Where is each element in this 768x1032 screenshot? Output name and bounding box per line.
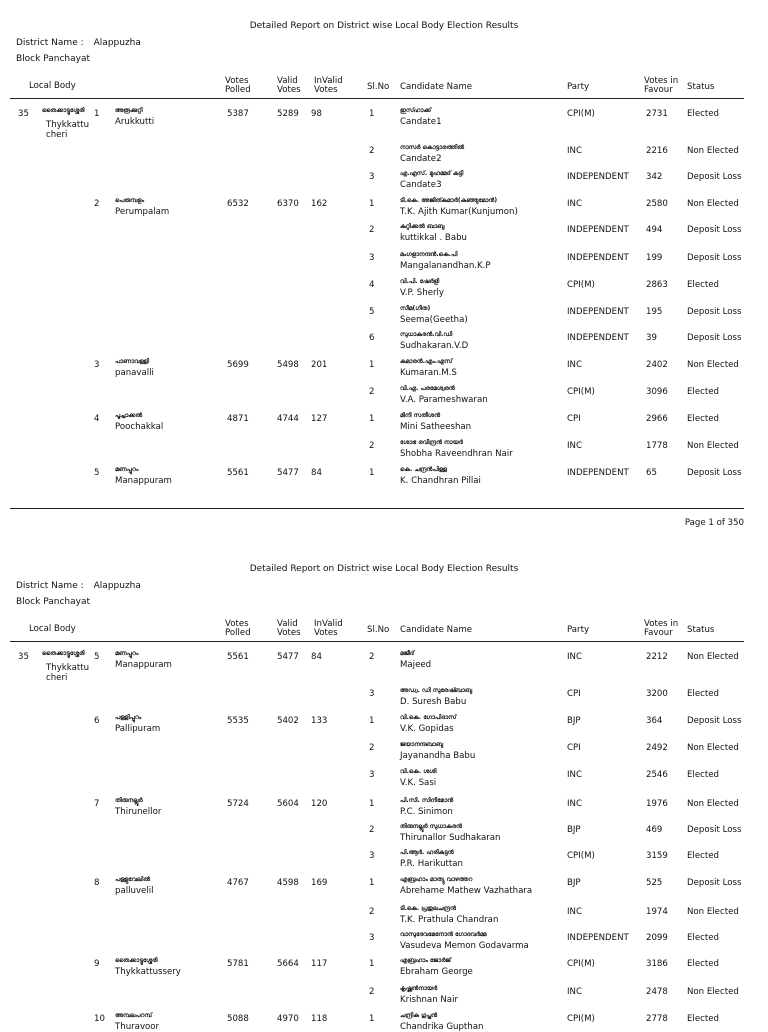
candidate-name: Thirunallor Sudhakaran xyxy=(400,833,501,843)
candidate-slno: 3 xyxy=(369,689,375,699)
valid-votes: 5604 xyxy=(277,799,299,809)
candidate-name-mal: ടി.കെ. അജിത്കുമാർ(കുഞ്ഞുമോൻ) xyxy=(400,197,498,204)
district-line xyxy=(16,581,141,591)
candidate-name: T.K. Ajith Kumar(Kunjumon) xyxy=(400,207,518,217)
valid-votes: 6370 xyxy=(277,199,299,209)
ward-number: 4 xyxy=(94,414,100,424)
candidate-party: CPI(M) xyxy=(567,1014,595,1024)
votes-polled: 5535 xyxy=(227,716,249,726)
candidate-name: Candate1 xyxy=(400,117,442,127)
candidate-party: INC xyxy=(567,360,582,370)
candidate-votes: 3159 xyxy=(646,851,668,861)
candidate-status: Deposit Loss xyxy=(687,225,742,235)
candidate-party: INDEPENDENT xyxy=(567,333,629,343)
votes-polled: 4767 xyxy=(227,878,249,888)
candidate-party: INDEPENDENT xyxy=(567,172,629,182)
candidate-status: Non Elected xyxy=(687,652,739,662)
votes-polled: 5561 xyxy=(227,652,249,662)
candidate-slno: 1 xyxy=(369,878,375,888)
candidate-votes: 3186 xyxy=(646,959,668,969)
candidate-party: CPI xyxy=(567,743,581,753)
candidate-name-mal: ജയാനന്ദബാബു xyxy=(400,741,444,748)
candidate-name: P.R. Harikuttan xyxy=(400,859,463,869)
valid-votes: 4598 xyxy=(277,878,299,888)
ward-name: Pallipuram xyxy=(115,724,161,734)
candidate-name-mal: വി.കെ. ശശി xyxy=(400,768,437,775)
candidate-name: V.A. Parameshwaran xyxy=(400,395,488,405)
candidate-name-mal: നാസർ കൊട്ടാരത്തിൽ xyxy=(400,144,465,151)
candidate-slno: 3 xyxy=(369,851,375,861)
candidate-party: CPI xyxy=(567,414,581,424)
ward-number: 5 xyxy=(94,652,100,662)
candidate-name-mal: എബ്രഹാം ജോർജ് xyxy=(400,957,452,964)
candidate-party: INC xyxy=(567,652,582,662)
candidate-name: Mini Satheeshan xyxy=(400,422,472,432)
candidate-votes: 2580 xyxy=(646,199,668,209)
header-slno: Sl.No xyxy=(367,625,390,635)
candidate-name: Shobha Raveendhran Nair xyxy=(400,449,513,459)
candidate-status: Deposit Loss xyxy=(687,307,742,317)
valid-votes: 5664 xyxy=(277,959,299,969)
candidate-name: Vasudeva Memon Godavarma xyxy=(400,941,529,951)
body-type: Block Panchayat xyxy=(16,597,90,607)
votes-polled: 5387 xyxy=(227,109,249,119)
candidate-votes: 525 xyxy=(646,878,663,888)
ward-name: Perumpalam xyxy=(115,207,170,217)
ward-number: 7 xyxy=(94,799,100,809)
candidate-name-mal: വി.പി. ഷേർളി xyxy=(400,278,440,285)
header-invalid-votes: InValid Votes xyxy=(314,76,343,95)
ward-name-mal: അരൂക്കുറ്റി xyxy=(115,107,143,114)
candidate-status: Deposit Loss xyxy=(687,253,742,263)
candidate-slno: 1 xyxy=(369,959,375,969)
report-title: Detailed Report on District wise Local Body Election Results xyxy=(249,564,519,574)
local-body-name-2: cheri xyxy=(46,130,68,140)
candidate-name: V.K. Gopidas xyxy=(400,724,454,734)
candidate-name-mal: സീമ(ഗീത) xyxy=(400,305,431,312)
votes-polled: 4871 xyxy=(227,414,249,424)
candidate-slno: 1 xyxy=(369,414,375,424)
valid-votes: 5402 xyxy=(277,716,299,726)
candidate-status: Deposit Loss xyxy=(687,172,742,182)
candidate-status: Non Elected xyxy=(687,907,739,917)
candidate-party: CPI(M) xyxy=(567,851,595,861)
candidate-votes: 2492 xyxy=(646,743,668,753)
candidate-party: INC xyxy=(567,987,582,997)
candidate-status: Elected xyxy=(687,959,719,969)
local-body-name-mal: തൈക്കാട്ടുശ്ശേരി xyxy=(42,107,85,114)
header-status: Status xyxy=(687,625,715,635)
candidate-votes: 2863 xyxy=(646,280,668,290)
candidate-name-mal: സുധാകരൻ.വി.ഡി xyxy=(400,331,453,338)
candidate-votes: 199 xyxy=(646,253,663,263)
candidate-name-mal: ടി.കെ. പ്രതുലചന്ദ്രൻ xyxy=(400,905,456,912)
ward-name: Arukkutti xyxy=(115,117,155,127)
ward-name: Manappuram xyxy=(115,476,172,486)
candidate-status: Deposit Loss xyxy=(687,878,742,888)
candidate-name: T.K. Prathula Chandran xyxy=(400,915,499,925)
invalid-votes: 84 xyxy=(311,652,322,662)
ward-name-mal: തൈക്കാട്ടുശ്ശേരി xyxy=(115,957,158,964)
candidate-status: Non Elected xyxy=(687,743,739,753)
header-votes-polled: Votes Polled xyxy=(225,619,251,638)
candidate-party: INDEPENDENT xyxy=(567,307,629,317)
candidate-slno: 1 xyxy=(369,109,375,119)
candidate-name-mal: വാസുദേവമേനോൻ ഗോദവർമ്മ xyxy=(400,931,487,938)
header-rule xyxy=(10,641,744,642)
footer-rule xyxy=(10,508,744,509)
candidate-votes: 2546 xyxy=(646,770,668,780)
candidate-slno: 3 xyxy=(369,253,375,263)
candidate-votes: 3200 xyxy=(646,689,668,699)
candidate-name-mal: പി.സി. സിനിമോൻ xyxy=(400,797,454,804)
candidate-party: CPI(M) xyxy=(567,280,595,290)
header-candidate: Candidate Name xyxy=(400,625,473,635)
candidate-name-mal: കെ. ചന്ദ്രൻപിള്ള xyxy=(400,466,448,473)
candidate-votes: 494 xyxy=(646,225,663,235)
candidate-party: INDEPENDENT xyxy=(567,253,629,263)
header-candidate: Candidate Name xyxy=(400,82,473,92)
candidate-status: Elected xyxy=(687,933,719,943)
ward-number: 1 xyxy=(94,109,100,119)
candidate-slno: 3 xyxy=(369,172,375,182)
candidate-slno: 2 xyxy=(369,225,375,235)
header-party: Party xyxy=(567,625,590,635)
candidate-party: INC xyxy=(567,199,582,209)
header-party: Party xyxy=(567,82,590,92)
candidate-name-mal: എബ്രഹാം മാത്യു വാഴത്തറ xyxy=(400,876,473,883)
candidate-votes: 2478 xyxy=(646,987,668,997)
local-body-number: 35 xyxy=(18,109,29,119)
candidate-slno: 2 xyxy=(369,743,375,753)
candidate-name: Ebraham George xyxy=(400,967,473,977)
district-value: Alappuzha xyxy=(93,581,141,591)
candidate-name-mal: തിരുനല്ലൂർ സുധാകരൻ xyxy=(400,823,462,830)
invalid-votes: 120 xyxy=(311,799,328,809)
header-invalid-votes: InValid Votes xyxy=(314,619,343,638)
ward-number: 2 xyxy=(94,199,100,209)
candidate-slno: 2 xyxy=(369,825,375,835)
candidate-party: INDEPENDENT xyxy=(567,225,629,235)
candidate-votes: 2402 xyxy=(646,360,668,370)
ward-name: Poochakkal xyxy=(115,422,164,432)
candidate-name-mal: കൃഷ്ണൻനായർ xyxy=(400,985,438,992)
votes-polled: 5699 xyxy=(227,360,249,370)
body-type: Block Panchayat xyxy=(16,54,90,64)
candidate-slno: 2 xyxy=(369,441,375,451)
candidate-status: Deposit Loss xyxy=(687,468,742,478)
candidate-name: Sudhakaran.V.D xyxy=(400,341,469,351)
candidate-name-mal: എ.എസ്. മുഹമ്മദ് കുട്ടി xyxy=(400,170,464,177)
candidate-slno: 2 xyxy=(369,987,375,997)
invalid-votes: 118 xyxy=(311,1014,328,1024)
candidate-party: INDEPENDENT xyxy=(567,933,629,943)
ward-name-mal: പൂച്ചാക്കൽ xyxy=(115,412,143,419)
candidate-votes: 1974 xyxy=(646,907,668,917)
candidate-name-mal: കുമാരൻ.എം.എസ് xyxy=(400,358,453,365)
candidate-party: CPI(M) xyxy=(567,387,595,397)
ward-name: Thykkattussery xyxy=(115,967,181,977)
candidate-name-mal: വി.കെ. ഗോപിദാസ് xyxy=(400,714,457,721)
candidate-votes: 2099 xyxy=(646,933,668,943)
ward-name: Thirunellor xyxy=(115,807,162,817)
candidate-votes: 1976 xyxy=(646,799,668,809)
candidate-votes: 2966 xyxy=(646,414,668,424)
candidate-slno: 3 xyxy=(369,770,375,780)
candidate-votes: 342 xyxy=(646,172,663,182)
candidate-votes: 195 xyxy=(646,307,663,317)
local-body-name-1: Thykkattu xyxy=(46,663,90,673)
candidate-name: Abrehame Mathew Vazhathara xyxy=(400,886,533,896)
candidate-party: CPI xyxy=(567,689,581,699)
candidate-name: Krishnan Nair xyxy=(400,995,458,1005)
candidate-slno: 6 xyxy=(369,333,375,343)
candidate-slno: 3 xyxy=(369,933,375,943)
ward-name: palluvelil xyxy=(115,886,154,896)
candidate-votes: 3096 xyxy=(646,387,668,397)
candidate-status: Non Elected xyxy=(687,199,739,209)
candidate-party: INC xyxy=(567,799,582,809)
candidate-party: INC xyxy=(567,770,582,780)
candidate-name-mal: മജീദ് xyxy=(400,650,415,657)
candidate-name-mal: വി.എ. പരമേശ്വരൻ xyxy=(400,385,455,392)
votes-polled: 5724 xyxy=(227,799,249,809)
ward-number: 3 xyxy=(94,360,100,370)
ward-name: panavalli xyxy=(115,368,154,378)
candidate-party: CPI(M) xyxy=(567,109,595,119)
candidate-status: Elected xyxy=(687,689,719,699)
votes-polled: 5561 xyxy=(227,468,249,478)
candidate-name-mal: മിനി സതീശൻ xyxy=(400,412,441,419)
candidate-name: K. Chandhran Pillai xyxy=(400,476,481,486)
candidate-name: Majeed xyxy=(400,660,432,670)
candidate-name: Kumaran.M.S xyxy=(400,368,457,378)
header-slno: Sl.No xyxy=(367,82,390,92)
candidate-status: Non Elected xyxy=(687,360,739,370)
candidate-status: Elected xyxy=(687,387,719,397)
local-body-name-mal: തൈക്കാട്ടുശ്ശേരി xyxy=(42,650,85,657)
header-valid-votes: Valid Votes xyxy=(277,619,301,638)
candidate-status: Non Elected xyxy=(687,441,739,451)
candidate-name: Chandrika Gupthan xyxy=(400,1022,484,1032)
candidate-name-mal: ചന്ദ്രിക ഗുപ്തൻ xyxy=(400,1012,438,1019)
candidate-name-mal: കുറ്റിക്കൽ ബാബു xyxy=(400,223,445,230)
invalid-votes: 84 xyxy=(311,468,322,478)
candidate-status: Non Elected xyxy=(687,987,739,997)
header-rule xyxy=(10,98,744,99)
candidate-name-mal: അഡ്വ. ഡി സുരേഷ്ബാബു xyxy=(400,687,473,694)
candidate-status: Elected xyxy=(687,851,719,861)
candidate-slno: 2 xyxy=(369,652,375,662)
district-label: District Name : xyxy=(16,581,84,591)
valid-votes: 4970 xyxy=(277,1014,299,1024)
candidate-name: P.C. Sinimon xyxy=(400,807,453,817)
ward-name-mal: പെരുമ്പളം xyxy=(115,197,145,204)
candidate-votes: 2212 xyxy=(646,652,668,662)
invalid-votes: 162 xyxy=(311,199,328,209)
ward-name: Thuravoor xyxy=(115,1022,160,1032)
candidate-name-mal: ഇസ്ഹാക്ക് xyxy=(400,107,432,114)
valid-votes: 5289 xyxy=(277,109,299,119)
candidate-name: Candate3 xyxy=(400,180,442,190)
ward-name-mal: മണപ്പുറം xyxy=(115,650,139,657)
header-votes-polled: Votes Polled xyxy=(225,76,251,95)
candidate-slno: 2 xyxy=(369,387,375,397)
candidate-name-mal: ശോഭ രവീന്ദ്രൻ നായർ xyxy=(400,439,463,446)
valid-votes: 5498 xyxy=(277,360,299,370)
ward-number: 8 xyxy=(94,878,100,888)
ward-name-mal: പാണാവള്ളി xyxy=(115,358,150,365)
header-valid-votes: Valid Votes xyxy=(277,76,301,95)
local-body-name-2: cheri xyxy=(46,673,68,683)
candidate-slno: 1 xyxy=(369,468,375,478)
candidate-status: Non Elected xyxy=(687,146,739,156)
candidate-name: Jayanandha Babu xyxy=(400,751,476,761)
candidate-slno: 2 xyxy=(369,146,375,156)
ward-name-mal: അമ്പലപറമ്പ് xyxy=(115,1012,152,1019)
valid-votes: 5477 xyxy=(277,468,299,478)
candidate-party: INDEPENDENT xyxy=(567,468,629,478)
candidate-status: Deposit Loss xyxy=(687,333,742,343)
candidate-name: V.P. Sherly xyxy=(400,288,445,298)
ward-name-mal: തിരുനല്ലൂർ xyxy=(115,797,143,804)
ward-number: 10 xyxy=(94,1014,105,1024)
candidate-name: kuttikkal . Babu xyxy=(400,233,467,243)
candidate-status: Deposit Loss xyxy=(687,825,742,835)
candidate-slno: 1 xyxy=(369,360,375,370)
candidate-slno: 1 xyxy=(369,1014,375,1024)
candidate-status: Elected xyxy=(687,1014,719,1024)
district-line xyxy=(16,38,141,48)
candidate-votes: 65 xyxy=(646,468,657,478)
candidate-party: INC xyxy=(567,441,582,451)
candidate-slno: 1 xyxy=(369,799,375,809)
header-status: Status xyxy=(687,82,715,92)
candidate-name: D. Suresh Babu xyxy=(400,697,467,707)
candidate-status: Elected xyxy=(687,414,719,424)
candidate-party: BJP xyxy=(567,878,581,888)
votes-polled: 6532 xyxy=(227,199,249,209)
candidate-party: BJP xyxy=(567,716,581,726)
header-local-body: Local Body xyxy=(29,81,76,91)
district-label: District Name : xyxy=(16,38,84,48)
local-body-name-1: Thykkattu xyxy=(46,120,90,130)
valid-votes: 5477 xyxy=(277,652,299,662)
candidate-name: Seema(Geetha) xyxy=(400,315,468,325)
candidate-name-mal: പി.ആർ. ഹരികുട്ടൻ xyxy=(400,849,454,856)
invalid-votes: 201 xyxy=(311,360,328,370)
votes-polled: 5781 xyxy=(227,959,249,969)
report-page-2 xyxy=(0,543,768,1032)
votes-polled: 5088 xyxy=(227,1014,249,1024)
candidate-status: Deposit Loss xyxy=(687,716,742,726)
ward-name-mal: പള്ളിപ്പുറം xyxy=(115,714,142,721)
ward-number: 5 xyxy=(94,468,100,478)
local-body-number: 35 xyxy=(18,652,29,662)
invalid-votes: 169 xyxy=(311,878,328,888)
candidate-votes: 469 xyxy=(646,825,663,835)
candidate-votes: 39 xyxy=(646,333,657,343)
candidate-name: V.K. Sasi xyxy=(400,778,437,788)
candidate-slno: 5 xyxy=(369,307,375,317)
candidate-status: Non Elected xyxy=(687,799,739,809)
candidate-party: BJP xyxy=(567,825,581,835)
candidate-votes: 2216 xyxy=(646,146,668,156)
candidate-votes: 2778 xyxy=(646,1014,668,1024)
invalid-votes: 133 xyxy=(311,716,328,726)
header-local-body: Local Body xyxy=(29,624,76,634)
invalid-votes: 98 xyxy=(311,109,322,119)
valid-votes: 4744 xyxy=(277,414,299,424)
ward-number: 6 xyxy=(94,716,100,726)
header-votes-favour: Votes in Favour xyxy=(644,619,679,638)
report-title: Detailed Report on District wise Local Body Election Results xyxy=(249,21,519,31)
candidate-name-mal: മംഗളാനന്ദൻ.കെ.പി xyxy=(400,251,458,258)
invalid-votes: 117 xyxy=(311,959,328,969)
ward-number: 9 xyxy=(94,959,100,969)
ward-name-mal: പള്ളുവേലിൽ xyxy=(115,876,150,883)
ward-name: Manappuram xyxy=(115,660,172,670)
candidate-votes: 364 xyxy=(646,716,663,726)
invalid-votes: 127 xyxy=(311,414,328,424)
page-number: Page 1 of 350 xyxy=(684,518,744,528)
candidate-status: Elected xyxy=(687,109,719,119)
candidate-slno: 1 xyxy=(369,716,375,726)
district-value: Alappuzha xyxy=(93,38,141,48)
candidate-slno: 2 xyxy=(369,907,375,917)
candidate-slno: 4 xyxy=(369,280,375,290)
candidate-party: INC xyxy=(567,907,582,917)
candidate-name: Mangalanandhan.K.P xyxy=(400,261,491,271)
candidate-name: Candate2 xyxy=(400,154,442,164)
candidate-status: Elected xyxy=(687,770,719,780)
candidate-party: CPI(M) xyxy=(567,959,595,969)
candidate-votes: 2731 xyxy=(646,109,668,119)
candidate-party: INC xyxy=(567,146,582,156)
ward-name-mal: മണപ്പുറം xyxy=(115,466,139,473)
header-votes-favour: Votes in Favour xyxy=(644,76,679,95)
candidate-votes: 1778 xyxy=(646,441,668,451)
candidate-slno: 1 xyxy=(369,199,375,209)
candidate-status: Elected xyxy=(687,280,719,290)
